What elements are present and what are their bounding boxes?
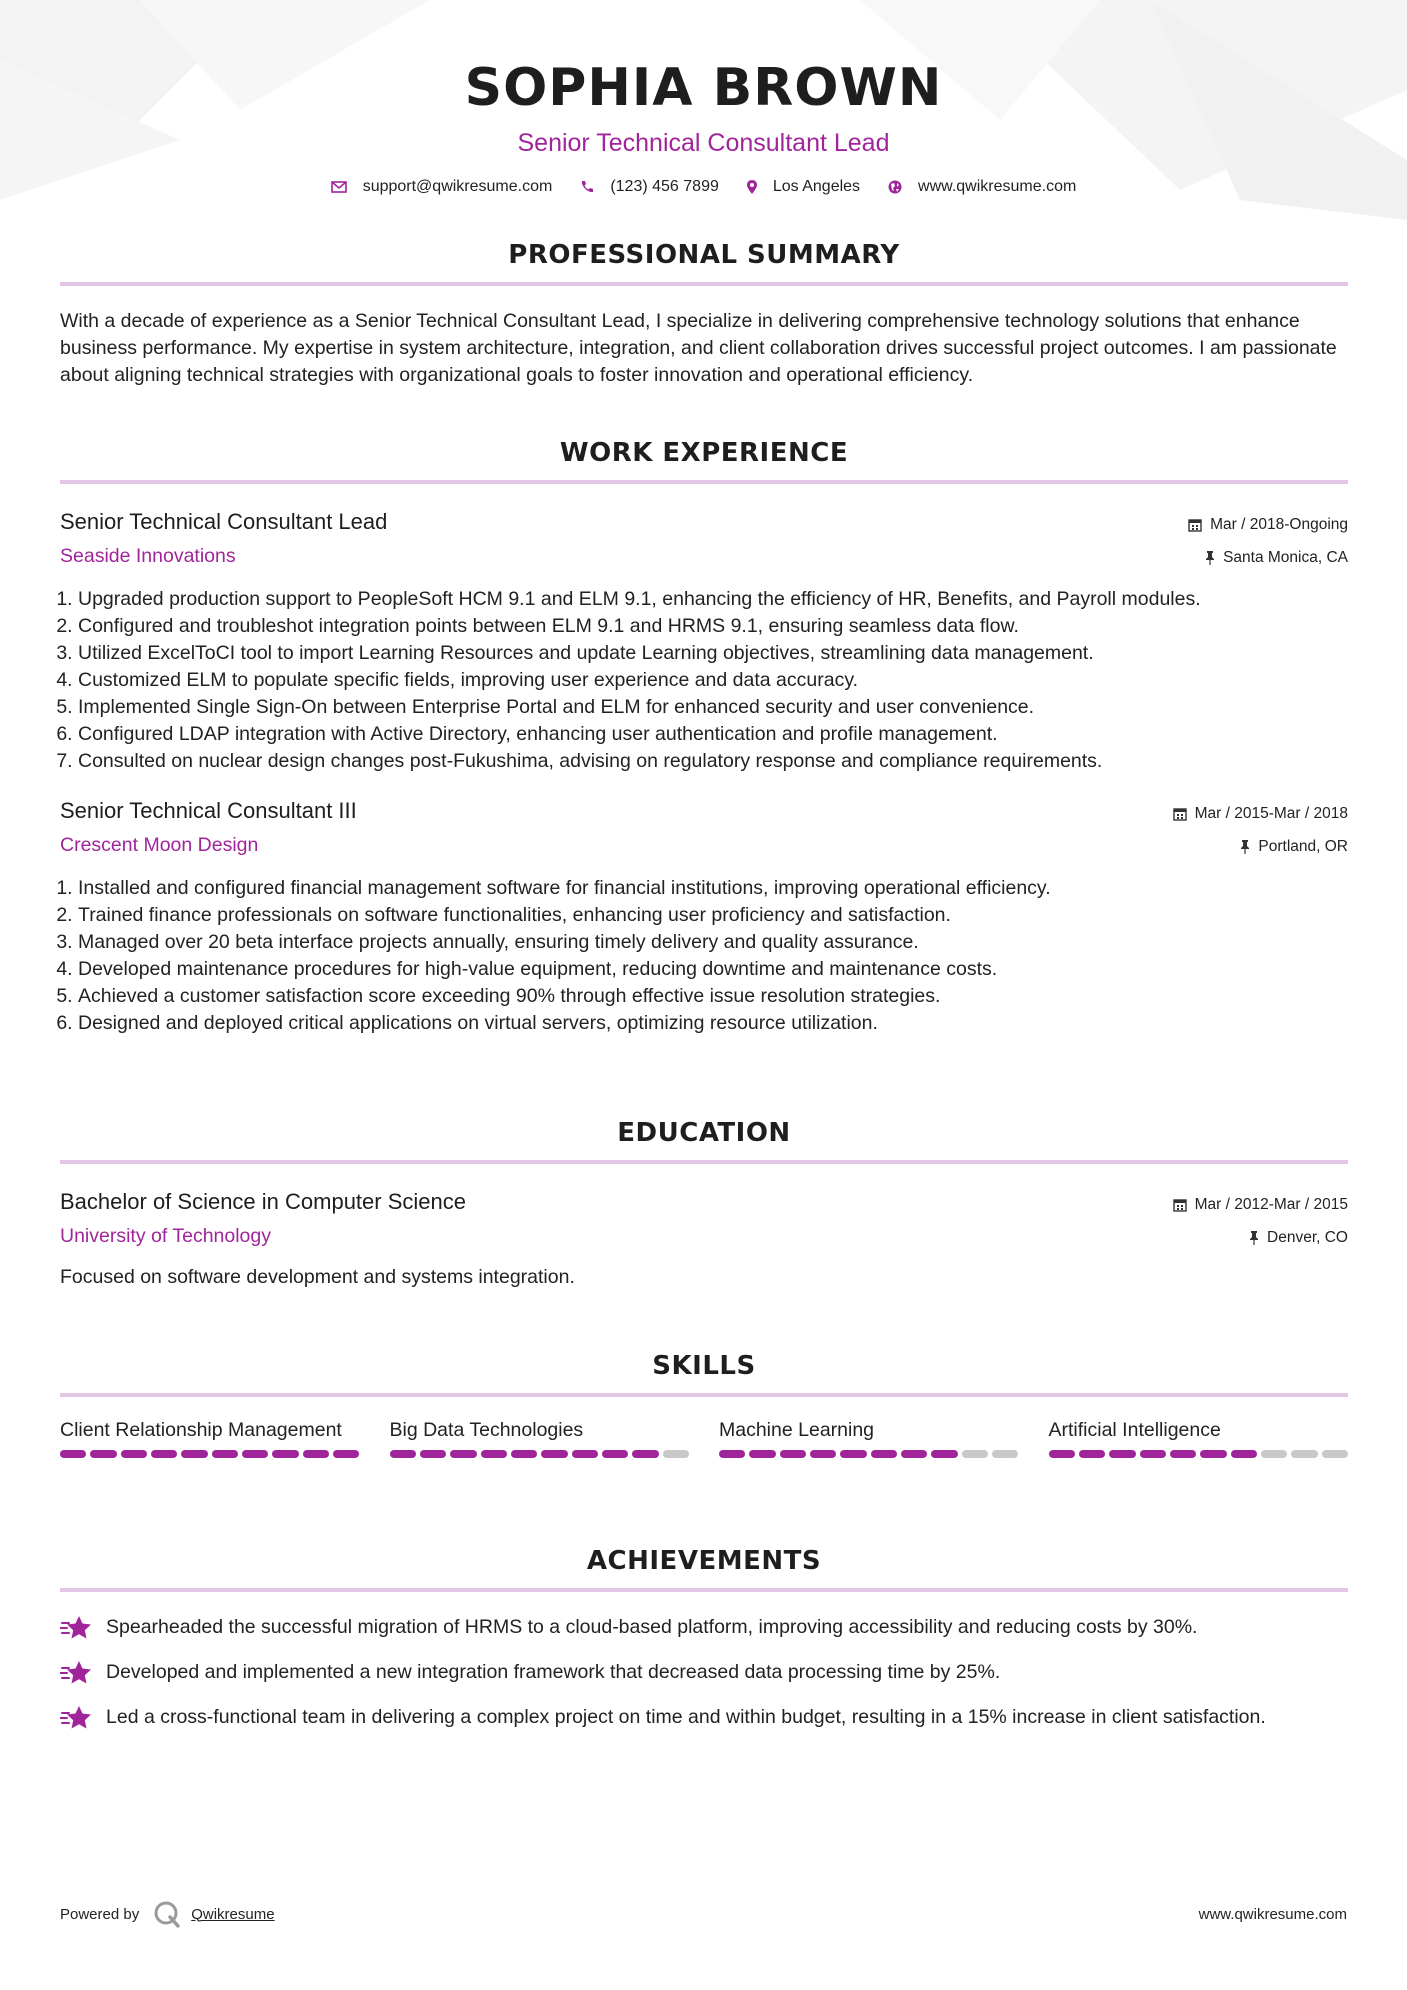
skill-item: [1049, 1417, 1349, 1458]
candidate-title: Senior Technical Consultant Lead: [517, 129, 890, 157]
skill-segment-filled: [1170, 1450, 1196, 1458]
skills-section: [60, 1349, 1348, 1458]
calendar-icon: [1173, 1198, 1187, 1212]
skill-segment-empty: [1291, 1450, 1317, 1458]
skill-segment-filled: [481, 1450, 507, 1458]
contact-bar: [0, 178, 1407, 196]
skill-segment-filled: [1231, 1450, 1257, 1458]
skill-segment-filled: [901, 1450, 927, 1458]
qwikresume-logo-icon: [153, 1900, 181, 1928]
skill-segment-filled: [719, 1450, 745, 1458]
skill-name: Machine Learning: [719, 1419, 875, 1441]
skill-level-bar: [390, 1450, 690, 1458]
skill-segment-filled: [749, 1450, 775, 1458]
list-item: 2. Configured and troubleshot integration points between ELM 9.1 and HRMS 9.1, ensuring seamless data flow.: [78, 613, 1348, 640]
education-location: Denver, CO: [1173, 1221, 1348, 1254]
education-description: Focused on software development and systems integration.: [60, 1266, 575, 1288]
website-text: www.qwikresume.com: [918, 178, 1077, 195]
contact-phone[interactable]: [580, 178, 719, 196]
skill-segment-filled: [181, 1450, 207, 1458]
pushpin-icon: [1205, 551, 1215, 565]
list-item: 5. Achieved a customer satisfaction score exceeding 90% through effective issue resolution strategies.: [78, 983, 1348, 1010]
list-item: 3. Managed over 20 beta interface projects annually, ensuring timely delivery and quality assurance.: [78, 929, 1348, 956]
candidate-name: SOPHIA BROWN: [464, 58, 943, 118]
globe-icon: [888, 180, 902, 194]
star-icon: [60, 1660, 92, 1686]
education-heading: EDUCATION: [617, 1118, 791, 1148]
skill-segment-filled: [1140, 1450, 1166, 1458]
star-icon: [60, 1615, 92, 1641]
skill-segment-filled: [931, 1450, 957, 1458]
skill-level-bar: [60, 1450, 360, 1458]
skill-segment-filled: [272, 1450, 298, 1458]
summary-section: [60, 238, 1348, 389]
achievement-text: Spearheaded the successful migration of HRMS to a cloud-based platform, improving accessibility and reducing costs by 30%.: [106, 1616, 1198, 1638]
skill-segment-filled: [212, 1450, 238, 1458]
experience-heading: WORK EXPERIENCE: [559, 438, 849, 468]
phone-text: (123) 456 7899: [610, 178, 719, 195]
skill-segment-filled: [1109, 1450, 1135, 1458]
pushpin-icon: [1249, 1231, 1259, 1245]
job-entry: [60, 797, 1348, 1037]
skill-segment-filled: [572, 1450, 598, 1458]
education-dates: Mar / 2012-Mar / 2015: [1173, 1188, 1348, 1221]
skill-segment-empty: [962, 1450, 988, 1458]
skills-list: [60, 1417, 1348, 1458]
skill-segment-empty: [992, 1450, 1018, 1458]
skill-segment-filled: [810, 1450, 836, 1458]
achievement-item: [60, 1614, 1348, 1641]
school-name: University of Technology: [60, 1225, 271, 1247]
page-footer: [60, 1900, 1347, 1928]
phone-icon: [580, 180, 594, 194]
achievements-section: [60, 1544, 1348, 1749]
skill-name: Client Relationship Management: [60, 1419, 342, 1441]
skill-level-bar: [719, 1450, 1019, 1458]
footer-website[interactable]: www.qwikresume.com: [1198, 1905, 1347, 1923]
skill-segment-empty: [1322, 1450, 1348, 1458]
experience-section: [60, 436, 1348, 1037]
job-dates: Mar / 2015-Mar / 2018: [1173, 797, 1348, 830]
list-item: 5. Implemented Single Sign-On between Enterprise Portal and ELM for enhanced security and user convenience.: [78, 694, 1348, 721]
skill-segment-filled: [780, 1450, 806, 1458]
job-dates: Mar / 2018-Ongoing: [1188, 508, 1348, 541]
list-item: 6. Designed and deployed critical applications on virtual servers, optimizing resource utilization.: [78, 1010, 1348, 1037]
contact-website[interactable]: [888, 178, 1076, 196]
list-item: 6. Configured LDAP integration with Active Directory, enhancing user authentication and profile management.: [78, 721, 1348, 748]
skill-segment-filled: [151, 1450, 177, 1458]
list-item: 3. Utilized ExcelToCI tool to import Learning Resources and update Learning objectives, streamlining data management.: [78, 640, 1348, 667]
pushpin-icon: [1240, 840, 1250, 854]
achievement-item: [60, 1704, 1348, 1731]
achievements-heading: ACHIEVEMENTS: [586, 1546, 822, 1576]
job-company: Crescent Moon Design: [60, 834, 259, 856]
calendar-icon: [1173, 807, 1187, 821]
skill-segment-filled: [632, 1450, 658, 1458]
education-entry: [60, 1188, 1348, 1291]
skill-segment-filled: [242, 1450, 268, 1458]
job-title: Senior Technical Consultant III: [60, 798, 357, 823]
skill-segment-filled: [1200, 1450, 1226, 1458]
list-item: 2. Trained finance professionals on software functionalities, enhancing user proficiency and satisfaction.: [78, 902, 1348, 929]
skill-level-bar: [1049, 1450, 1349, 1458]
achievement-item: [60, 1659, 1348, 1686]
degree-title: Bachelor of Science in Computer Science: [60, 1189, 466, 1214]
section-divider: [60, 1160, 1348, 1164]
summary-heading: PROFESSIONAL SUMMARY: [508, 240, 900, 270]
achievement-text: Led a cross-functional team in delivering a complex project on time and within budget, resulting in a 15% increase in client satisfaction.: [106, 1706, 1266, 1728]
skill-name: Big Data Technologies: [389, 1419, 584, 1441]
job-duties-list: [60, 586, 1348, 775]
skill-segment-filled: [303, 1450, 329, 1458]
skill-segment-filled: [840, 1450, 866, 1458]
skill-segment-empty: [1261, 1450, 1287, 1458]
skill-segment-filled: [121, 1450, 147, 1458]
section-divider: [60, 282, 1348, 286]
email-text: support@qwikresume.com: [362, 178, 553, 195]
achievement-text: Developed and implemented a new integration framework that decreased data processing time by 25%.: [106, 1661, 1001, 1683]
location-text: Los Angeles: [772, 178, 861, 195]
skill-segment-filled: [333, 1450, 359, 1458]
powered-by-label: Powered by: [60, 1905, 140, 1923]
calendar-icon: [1188, 518, 1202, 532]
map-pin-icon: [747, 180, 757, 194]
achievements-list: [60, 1614, 1348, 1731]
job-location: Portland, OR: [1173, 830, 1348, 863]
list-item: 1. Upgraded production support to PeopleSoft HCM 9.1 and ELM 9.1, enhancing the efficiency of HR, Benefits, and Payroll modules.: [78, 586, 1348, 613]
job-company: Seaside Innovations: [60, 545, 236, 567]
job-title: Senior Technical Consultant Lead: [60, 509, 388, 534]
list-item: 4. Developed maintenance procedures for high-value equipment, reducing downtime and maintenance costs.: [78, 956, 1348, 983]
skill-segment-filled: [90, 1450, 116, 1458]
skill-segment-filled: [450, 1450, 476, 1458]
skill-segment-filled: [871, 1450, 897, 1458]
skill-segment-empty: [663, 1450, 689, 1458]
job-duties-list: [60, 875, 1348, 1037]
skill-name: Artificial Intelligence: [1048, 1419, 1221, 1441]
skill-item: [390, 1417, 690, 1458]
skill-item: [719, 1417, 1019, 1458]
skills-heading: SKILLS: [652, 1351, 756, 1381]
skill-segment-filled: [1049, 1450, 1075, 1458]
skill-item: [60, 1417, 360, 1458]
star-icon: [60, 1705, 92, 1731]
section-divider: [60, 1393, 1348, 1397]
job-location: Santa Monica, CA: [1188, 541, 1348, 574]
envelope-icon: [331, 181, 347, 193]
resume-header: [0, 0, 1407, 196]
skill-segment-filled: [60, 1450, 86, 1458]
education-section: [60, 1116, 1348, 1291]
contact-location: [747, 178, 860, 196]
summary-text: With a decade of experience as a Senior Technical Consultant Lead, I specialize in delivering comprehensive technology solutions that enhance business performance. My expertise in system architecture, integration, and client collaboration drives successful project outcomes. I am passionate about aligning technical strategies with organizational goals to foster innovation and operational efficiency.: [60, 310, 1337, 386]
list-item: 7. Consulted on nuclear design changes post-Fukushima, advising on regulatory response and compliance requirements.: [78, 748, 1348, 775]
section-divider: [60, 1588, 1348, 1592]
skill-segment-filled: [420, 1450, 446, 1458]
skill-segment-filled: [390, 1450, 416, 1458]
powered-by: [60, 1900, 275, 1928]
skill-segment-filled: [602, 1450, 628, 1458]
job-entry: [60, 508, 1348, 775]
brand-link[interactable]: Qwikresume: [191, 1905, 275, 1923]
contact-email[interactable]: [331, 178, 553, 196]
list-item: 1. Installed and configured financial management software for financial institutions, improving operational efficiency.: [78, 875, 1348, 902]
skill-segment-filled: [1079, 1450, 1105, 1458]
skill-segment-filled: [541, 1450, 567, 1458]
list-item: 4. Customized ELM to populate specific fields, improving user experience and data accuracy.: [78, 667, 1348, 694]
section-divider: [60, 480, 1348, 484]
skill-segment-filled: [511, 1450, 537, 1458]
